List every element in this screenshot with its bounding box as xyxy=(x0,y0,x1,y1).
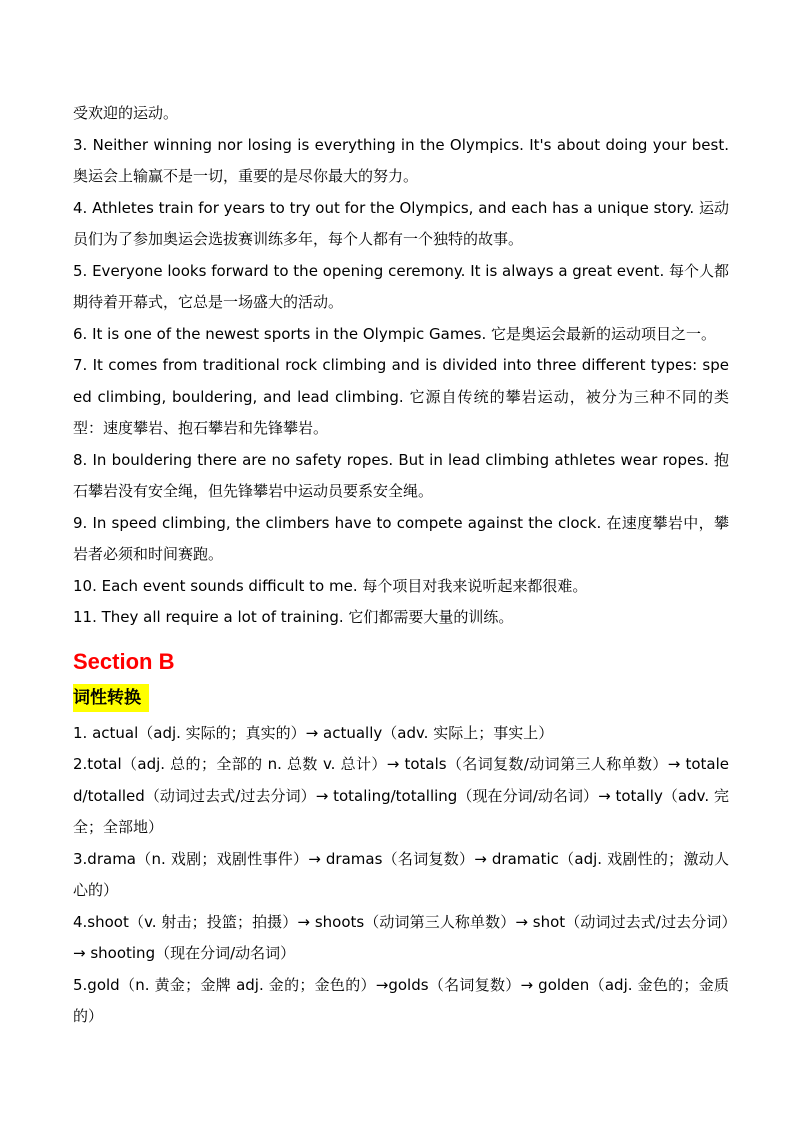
word-form-3: 3.drama（n. 戏剧；戏剧性事件）→ dramas（名词复数）→ dramatic（adj. 戏剧性的；激动人心的） xyxy=(73,849,729,899)
sentence-8: 8. In bouldering there are no safety ropes. But in lead climbing athletes wear ropes. 抱石攀岩没有安全绳，但先锋攀岩中运动员要系安全绳。 xyxy=(73,450,729,500)
sentence-9: 9. In speed climbing, the climbers have to compete against the clock. 在速度攀岩中，攀岩者必须和时间赛跑。 xyxy=(73,513,729,563)
subtitle-highlight: 词性转换 xyxy=(73,684,149,712)
word-form-4: 4.shoot（v. 射击；投篮；拍摄）→ shoots（动词第三人称单数）→ shot（动词过去式/过去分词）→ shooting（现在分词/动名词） xyxy=(73,912,729,962)
sentence-3: 3. Neither winning nor losing is everything in the Olympics. It's about doing your best. 奥运会上输赢不是一切，重要的是尽你最大的努力。 xyxy=(73,135,729,185)
section-title: Section B xyxy=(73,648,175,674)
sentence-11: 11. They all require a lot of training. 它们都需要大量的训练。 xyxy=(73,608,514,626)
sentence-4: 4. Athletes train for years to try out for the Olympics, and each has a unique story. 运动员们为了参加奥运会选拔赛训练多年，每个人都有一个独特的故事。 xyxy=(73,198,729,248)
word-form-5: 5.gold（n. 黄金；金牌 adj. 金的；金色的）→golds（名词复数）→ golden（adj. 金色的；金质的） xyxy=(73,975,729,1025)
text-line: 受欢迎的运动。 xyxy=(73,104,179,122)
sentence-5: 5. Everyone looks forward to the opening ceremony. It is always a great event. 每个人都期待着开幕式，它总是一场盛大的活动。 xyxy=(73,261,729,311)
word-form-1: 1. actual（adj. 实际的；真实的）→ actually（adv. 实际上；事实上） xyxy=(73,723,554,742)
sentence-7: 7. It comes from traditional rock climbing and is divided into three different types: speed climbing, bouldering, and lead climbing. 它源自传统的攀岩运动，被分为三种不同的类型：速度攀岩、抱石攀岩和先锋攀岩。 xyxy=(73,356,729,437)
sentence-10: 10. Each event sounds difficult to me. 每个项目对我来说听起来都很难。 xyxy=(73,576,588,595)
sentence-6: 6. It is one of the newest sports in the Olympic Games. 它是奥运会最新的运动项目之一。 xyxy=(73,324,717,343)
word-form-2: 2.total（adj. 总的；全部的 n. 总数 v. 总计）→ totals（名词复数/动词第三人称单数）→ totaled/totalled（动词过去式/过去分词）→ totaling/totalling（现在分词/动名词）→ totally（adv. 完全；全部地） xyxy=(73,755,729,836)
subtitle-wrap xyxy=(73,680,729,718)
document-page xyxy=(73,98,729,1033)
